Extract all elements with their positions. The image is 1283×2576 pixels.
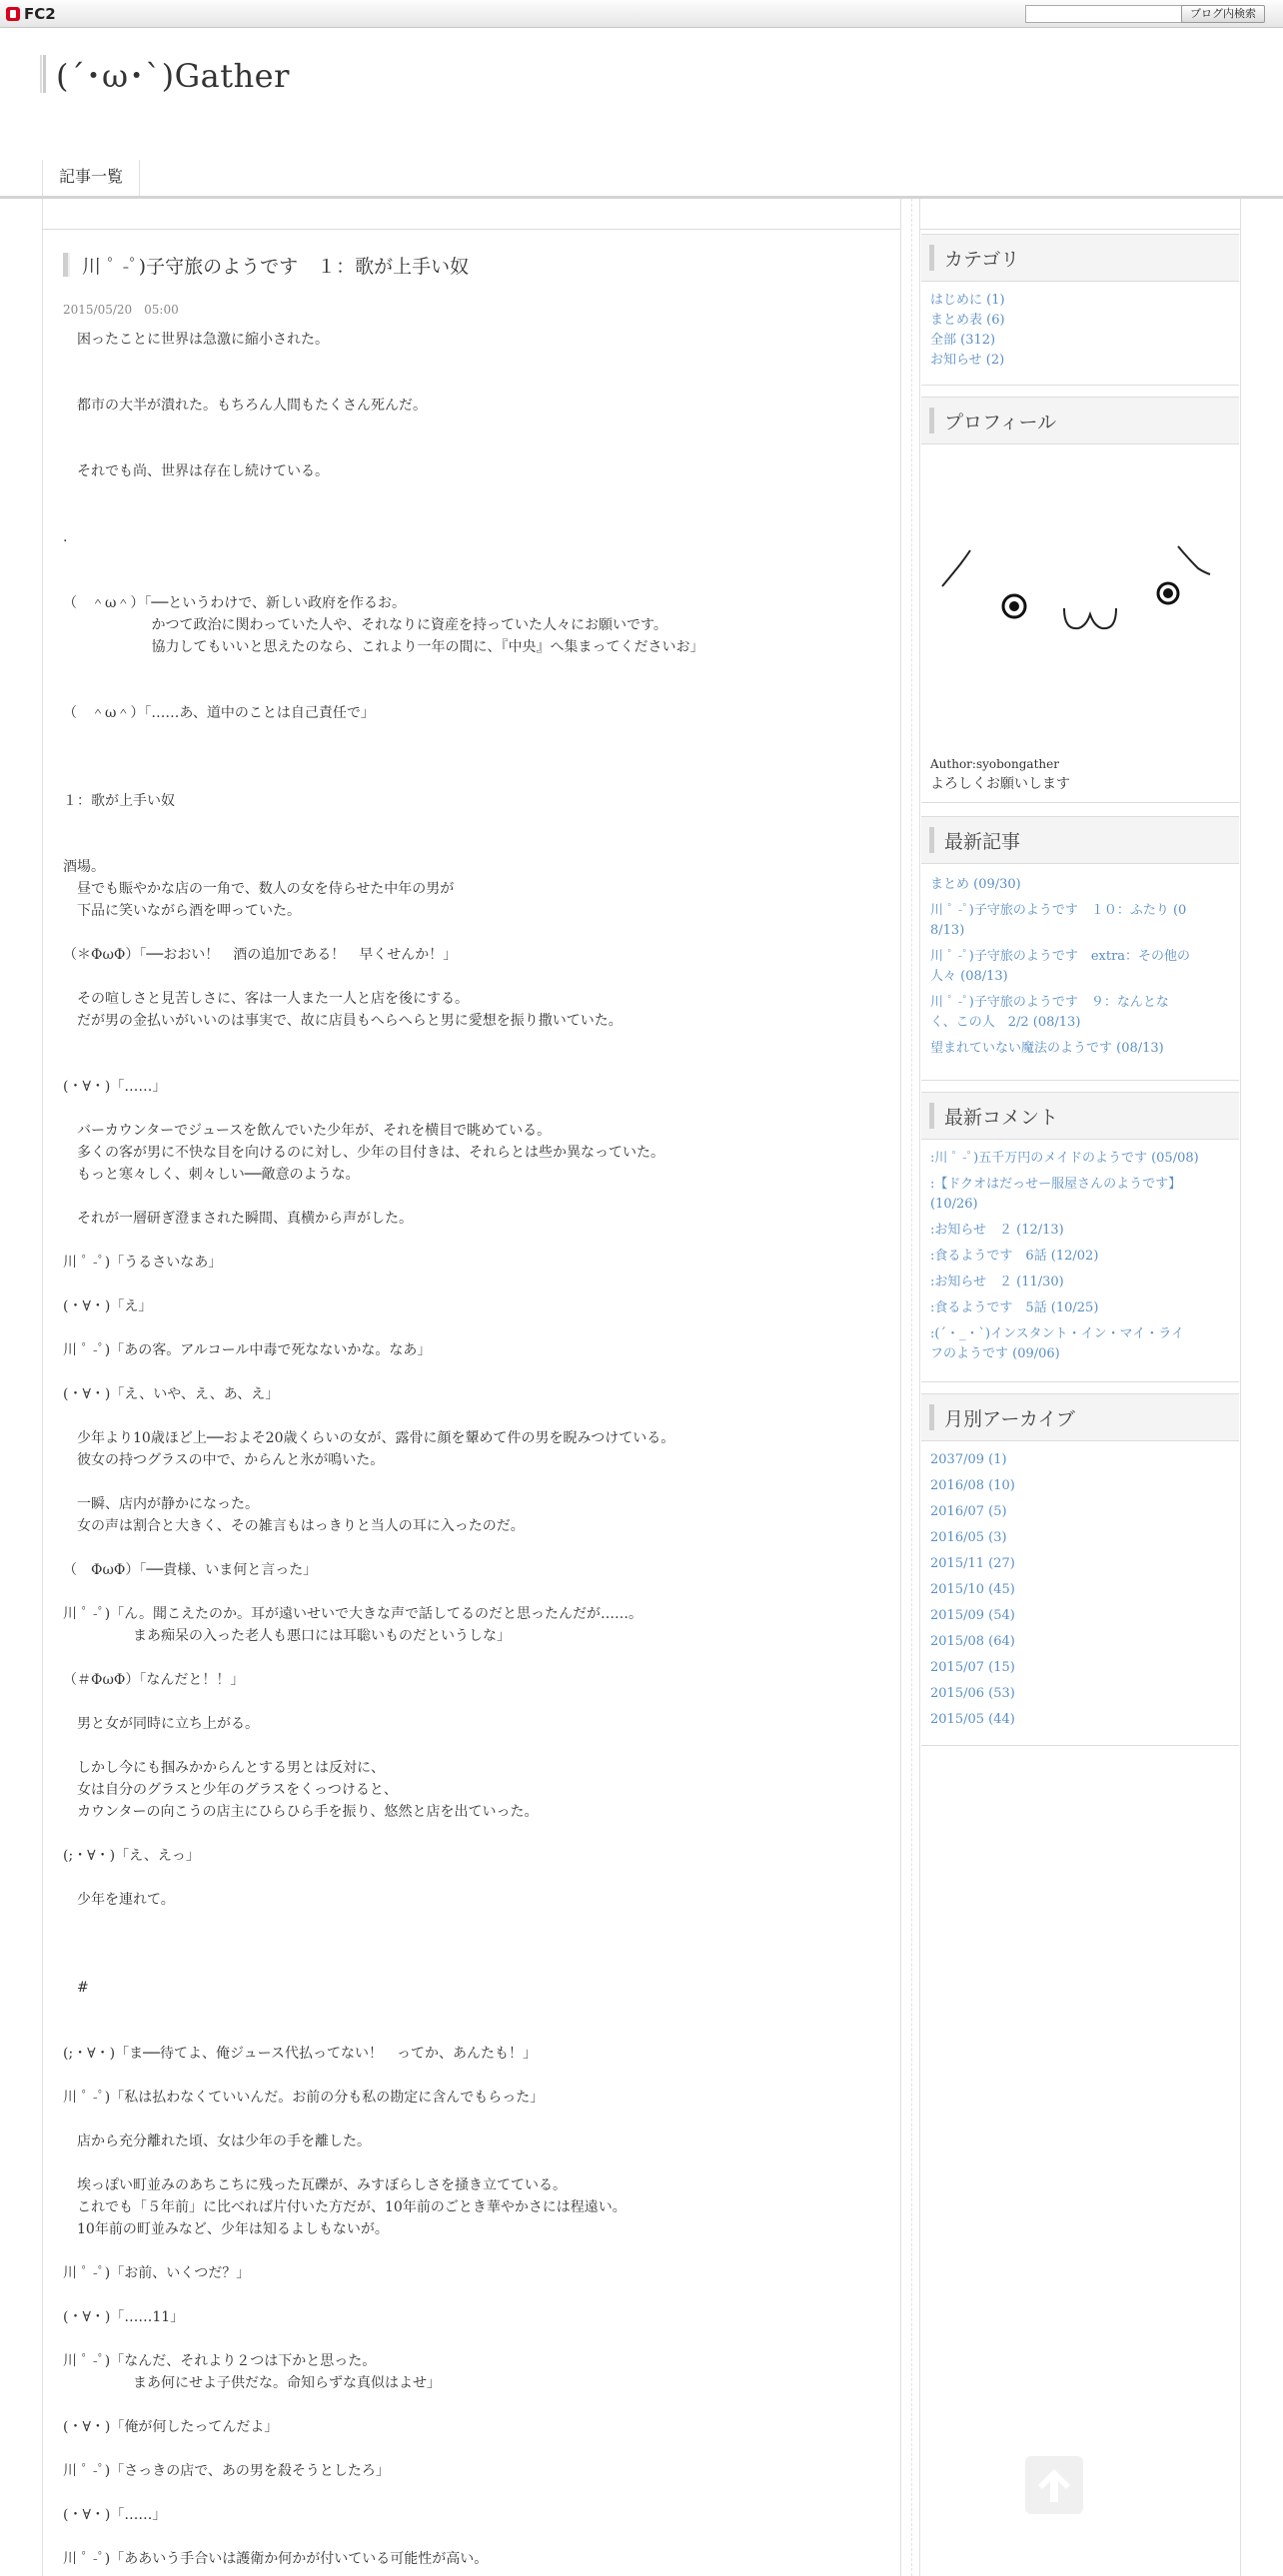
article-line: カウンターの向こうの店主にひらひら手を振り、悠然と店を出ていった。 xyxy=(63,1804,539,1820)
article-line: 少年を連れて。 xyxy=(63,1892,175,1908)
recent-post-link[interactable]: 川 ﾟ -ﾟ)子守旅のようです １０：ふたり (0 xyxy=(930,903,1187,918)
article-line: 埃っぽい町並みのあちこちに残った瓦礫が、みすぼらしさを掻き立てている。 xyxy=(63,2177,567,2193)
article-line: 下品に笑いながら酒を呷っていた。 xyxy=(63,903,301,919)
archive-link[interactable]: 2015/06 (53) xyxy=(930,1686,1015,1701)
article-line: 彼女の持つグラスの中で、からんと氷が鳴いた。 xyxy=(63,1452,385,1468)
profile-widget-header xyxy=(921,397,1239,444)
article-title-accent xyxy=(63,253,70,277)
profile-author: Author:syobongather xyxy=(930,757,1059,771)
archive-link[interactable]: 2016/05 (3) xyxy=(930,1530,1007,1545)
article-date: 2015/05/20 05:00 xyxy=(63,303,179,317)
archive-link[interactable]: 2015/08 (64) xyxy=(930,1634,1015,1649)
article-line: （ ＾ω＾）「──というわけで、新しい政府を作るお。 xyxy=(63,595,406,611)
archive-widget-header xyxy=(921,1393,1239,1441)
sidebar xyxy=(919,199,1241,2576)
article-line: (・∀・)「……11」 xyxy=(63,2309,185,2325)
category-link[interactable]: お知らせ (2) xyxy=(930,353,1005,368)
article-line: 少年より10歳ほど上──およそ20歳くらいの女が、露骨に顔を顰めて件の男を睨みつけている。 xyxy=(63,1430,675,1446)
blog-search-button[interactable]: ブログ内検索 xyxy=(1181,5,1265,23)
profile-image xyxy=(930,508,1230,668)
recent-post-link[interactable]: まとめ (09/30) xyxy=(930,877,1021,892)
arrow-up-icon xyxy=(1025,2456,1083,2514)
article-line: 10年前の町並みなど、少年は知るよしもないが。 xyxy=(63,2221,389,2237)
article-line: (・∀・)「俺が何したってんだよ」 xyxy=(63,2419,279,2435)
recent-comment-link[interactable]: :食るようです 5話 (10/25) xyxy=(930,1300,1099,1315)
widget-separator xyxy=(921,1381,1239,1382)
article-line: (;・∀・)「え、えっ」 xyxy=(63,1848,200,1864)
recent-comment-link[interactable]: (10/26) xyxy=(930,1197,978,1212)
recent-posts-widget-header xyxy=(921,816,1239,864)
title-accent-bar xyxy=(40,55,46,93)
article-line: 多くの客が男に不快な目を向けるのに対し、少年の目付きは、それらとは些か異なっていた。 xyxy=(63,1145,664,1161)
profile-heading: プロフィール xyxy=(944,411,1057,433)
recent-comment-link[interactable]: :お知らせ ２ (12/13) xyxy=(930,1223,1064,1238)
article-line: (;・∀・)「ま──待てよ、俺ジュース代払ってない！ ってか、あんたも！」 xyxy=(63,2046,537,2062)
widget-accent xyxy=(929,1103,934,1129)
article-header xyxy=(63,251,469,279)
recent-comment-link[interactable]: :お知らせ ２ (11/30) xyxy=(930,1275,1064,1289)
archive-link[interactable]: 2037/09 (1) xyxy=(930,1452,1007,1467)
recent-comments-widget-header xyxy=(921,1092,1239,1140)
fc2-logo-icon xyxy=(6,7,20,21)
archive-link[interactable]: 2015/11 (27) xyxy=(930,1556,1015,1571)
archive-heading: 月別アーカイブ xyxy=(944,1407,1075,1430)
fc2-logo[interactable] xyxy=(6,5,56,23)
article-line: その喧しさと見苦しさに、客は一人また一人と店を後にする。 xyxy=(63,991,469,1007)
article-line: 困ったことに世界は急激に縮小された。 xyxy=(63,332,329,348)
recent-post-link[interactable]: 望まれていない魔法のようです (08/13) xyxy=(930,1041,1164,1056)
article-line: (・∀・)「え」 xyxy=(63,1298,153,1314)
article-line: # xyxy=(63,1980,89,1996)
article-line: だが男の金払いがいいのは事実で、故に店員もへらへらと男に愛想を振り撒いていた。 xyxy=(63,1013,623,1029)
archive-link[interactable]: 2015/05 (44) xyxy=(930,1712,1015,1727)
recent-comment-link[interactable]: フのようです (09/06) xyxy=(930,1346,1060,1361)
article-line: 女の声は割合と大きく、その雑言もはっきりと当人の耳に入ったのだ。 xyxy=(63,1518,525,1534)
article-line: かつて政治に関わっていた人や、それなりに資産を持っていた人々にお願いです。 xyxy=(63,617,667,633)
widget-separator xyxy=(921,385,1239,386)
recent-comment-link[interactable]: :食るようです 6話 (12/02) xyxy=(930,1249,1099,1264)
article-line: 女は自分のグラスと少年のグラスをくっつけると、 xyxy=(63,1782,398,1798)
article-line: （＊ΦωΦ）「──おおい！ 酒の追加である！ 早くせんか！」 xyxy=(63,947,458,963)
category-link[interactable]: 全部 (312) xyxy=(930,333,996,348)
archive-link[interactable]: 2015/07 (15) xyxy=(930,1660,1015,1675)
widget-accent xyxy=(929,827,934,853)
scroll-to-top-button[interactable] xyxy=(1025,2456,1083,2514)
article-line: 川 ﾟ -ﾟ)「ああいう手合いは護衛か何かが付いている可能性が高い。 xyxy=(63,2551,489,2567)
article-line: もっと寒々しく、刺々しい──敵意のような。 xyxy=(63,1167,360,1183)
article-line: 店から充分離れた頃、女は少年の手を離した。 xyxy=(63,2134,371,2149)
article-line: バーカウンターでジュースを飲んでいた少年が、それを横目で眺めている。 xyxy=(63,1123,552,1139)
article-line: まあ何にせよ子供だな。命知らずな真似はよせ」 xyxy=(63,2375,441,2391)
widget-separator xyxy=(921,802,1239,803)
recent-post-link[interactable]: 人々 (08/13) xyxy=(930,969,1008,984)
widget-accent xyxy=(929,245,934,271)
article-line: 男と女が同時に立ち上がる。 xyxy=(63,1716,259,1732)
recent-comment-link[interactable]: :川 ﾟ -ﾟ)五千万円のメイドのようです (05/08) xyxy=(930,1151,1199,1166)
article-line: . xyxy=(63,529,68,545)
article-line: 川 ﾟ -ﾟ)「さっきの店で、あの男を殺そうとしたろ」 xyxy=(63,2463,390,2479)
widget-accent xyxy=(929,408,934,433)
article-line: 昼でも賑やかな店の一角で、数人の女を侍らせた中年の男が xyxy=(63,881,455,897)
recent-comments-heading: 最新コメント xyxy=(944,1106,1059,1129)
nav-article-list[interactable]: 記事一覧 xyxy=(42,160,140,196)
fc2-logo-text: FC2 xyxy=(24,5,56,23)
article-line: （＃ΦωΦ）「なんだと！！」 xyxy=(63,1672,245,1688)
article-line: 川 ﾟ -ﾟ)「なんだ、それより２つは下かと思った。 xyxy=(63,2353,377,2369)
article-line: 酒場。 xyxy=(63,859,105,875)
article-line: それでも尚、世界は存在し続けている。 xyxy=(63,463,329,479)
main-content xyxy=(42,199,901,2576)
fc2-toolbar xyxy=(0,0,1283,28)
sidebar-top-strip xyxy=(920,199,1240,230)
recent-post-link[interactable]: 8/13) xyxy=(930,923,965,938)
recent-post-link[interactable]: く、この人 2/2 (08/13) xyxy=(930,1015,1081,1030)
archive-link[interactable]: 2015/10 (45) xyxy=(930,1582,1015,1597)
recent-post-link[interactable]: 川 ﾟ -ﾟ)子守旅のようです extra：その他の xyxy=(930,949,1191,964)
article-line: 協力してもいいと思えたのなら、これより一年の間に、『中央』へ集まってくださいお」 xyxy=(63,639,704,655)
article-line: (・∀・)「……」 xyxy=(63,1079,167,1095)
column-divider xyxy=(911,199,912,2576)
blog-search-input[interactable] xyxy=(1025,5,1183,23)
article-line: それが一層研ぎ澄まされた瞬間、真横から声がした。 xyxy=(63,1211,413,1227)
archive-link[interactable]: 2015/09 (54) xyxy=(930,1608,1015,1623)
recent-comment-link[interactable]: :【ドクオはだっせー服屋さんのようです】 xyxy=(930,1177,1182,1192)
article-line: （ ΦωΦ）「──貴様、いま何と言った」 xyxy=(63,1562,318,1578)
article-line: これでも「５年前」に比べれば片付いた方だが、10年前のごとき華やかさには程遠い。 xyxy=(63,2199,627,2215)
article-line: しかし今にも掴みかからんとする男とは反対に、 xyxy=(63,1760,385,1776)
article-line: （ ＾ω＾）「……あ、道中のことは自己責任で」 xyxy=(63,705,375,721)
archive-link[interactable]: 2016/08 (10) xyxy=(930,1478,1015,1493)
blog-header xyxy=(40,52,290,96)
category-link[interactable]: はじめに (1) xyxy=(930,293,1005,308)
article-line: 都市の大半が潰れた。もちろん人間もたくさん死んだ。 xyxy=(63,398,427,414)
widget-separator xyxy=(921,1080,1239,1081)
category-widget-header xyxy=(921,234,1239,282)
article-line: １：歌が上手い奴 xyxy=(63,793,175,809)
article-line: まあ痴呆の入った老人も悪口には耳聡いものだというしな」 xyxy=(63,1628,511,1644)
widget-accent xyxy=(929,1404,934,1430)
recent-comment-link[interactable]: :(´・_・`)インスタント・イン・マイ・ライ xyxy=(930,1326,1184,1341)
recent-posts-heading: 最新記事 xyxy=(944,830,1021,853)
article-line: 川 ﾟ -ﾟ)「ん。聞こえたのか。耳が遠いせいで大きな声で話してるのだと思ったんだが……。 xyxy=(63,1606,643,1622)
category-heading: カテゴリ xyxy=(944,248,1020,271)
article-line: 川 ﾟ -ﾟ)「私は払わなくていいんだ。お前の分も私の勘定に含んでもらった」 xyxy=(63,2090,545,2106)
blog-title[interactable]: (´･ω･`)Gather xyxy=(56,57,290,95)
article-title[interactable]: 川 ﾟ -ﾟ)子守旅のようです １：歌が上手い奴 xyxy=(82,255,470,278)
article-line: (・∀・)「……」 xyxy=(63,2507,167,2523)
widget-separator xyxy=(921,1745,1239,1746)
category-link[interactable]: まとめ表 (6) xyxy=(930,313,1005,328)
article-line: 川 ﾟ -ﾟ)「あの客。アルコール中毒で死なないかな。なあ」 xyxy=(63,1342,432,1358)
profile-message: よろしくお願いします xyxy=(930,776,1070,792)
main-top-strip xyxy=(43,199,900,230)
recent-post-link[interactable]: 川 ﾟ -ﾟ)子守旅のようです ９：なんとな xyxy=(930,995,1169,1010)
article-line: 川 ﾟ -ﾟ)「お前、いくつだ？」 xyxy=(63,2265,251,2281)
article-line: 一瞬、店内が静かになった。 xyxy=(63,1496,259,1512)
article-line: 川 ﾟ -ﾟ)「うるさいなあ」 xyxy=(63,1255,223,1271)
archive-link[interactable]: 2016/07 (5) xyxy=(930,1504,1007,1519)
article-line: (・∀・)「え、いや、え、あ、え」 xyxy=(63,1386,280,1402)
